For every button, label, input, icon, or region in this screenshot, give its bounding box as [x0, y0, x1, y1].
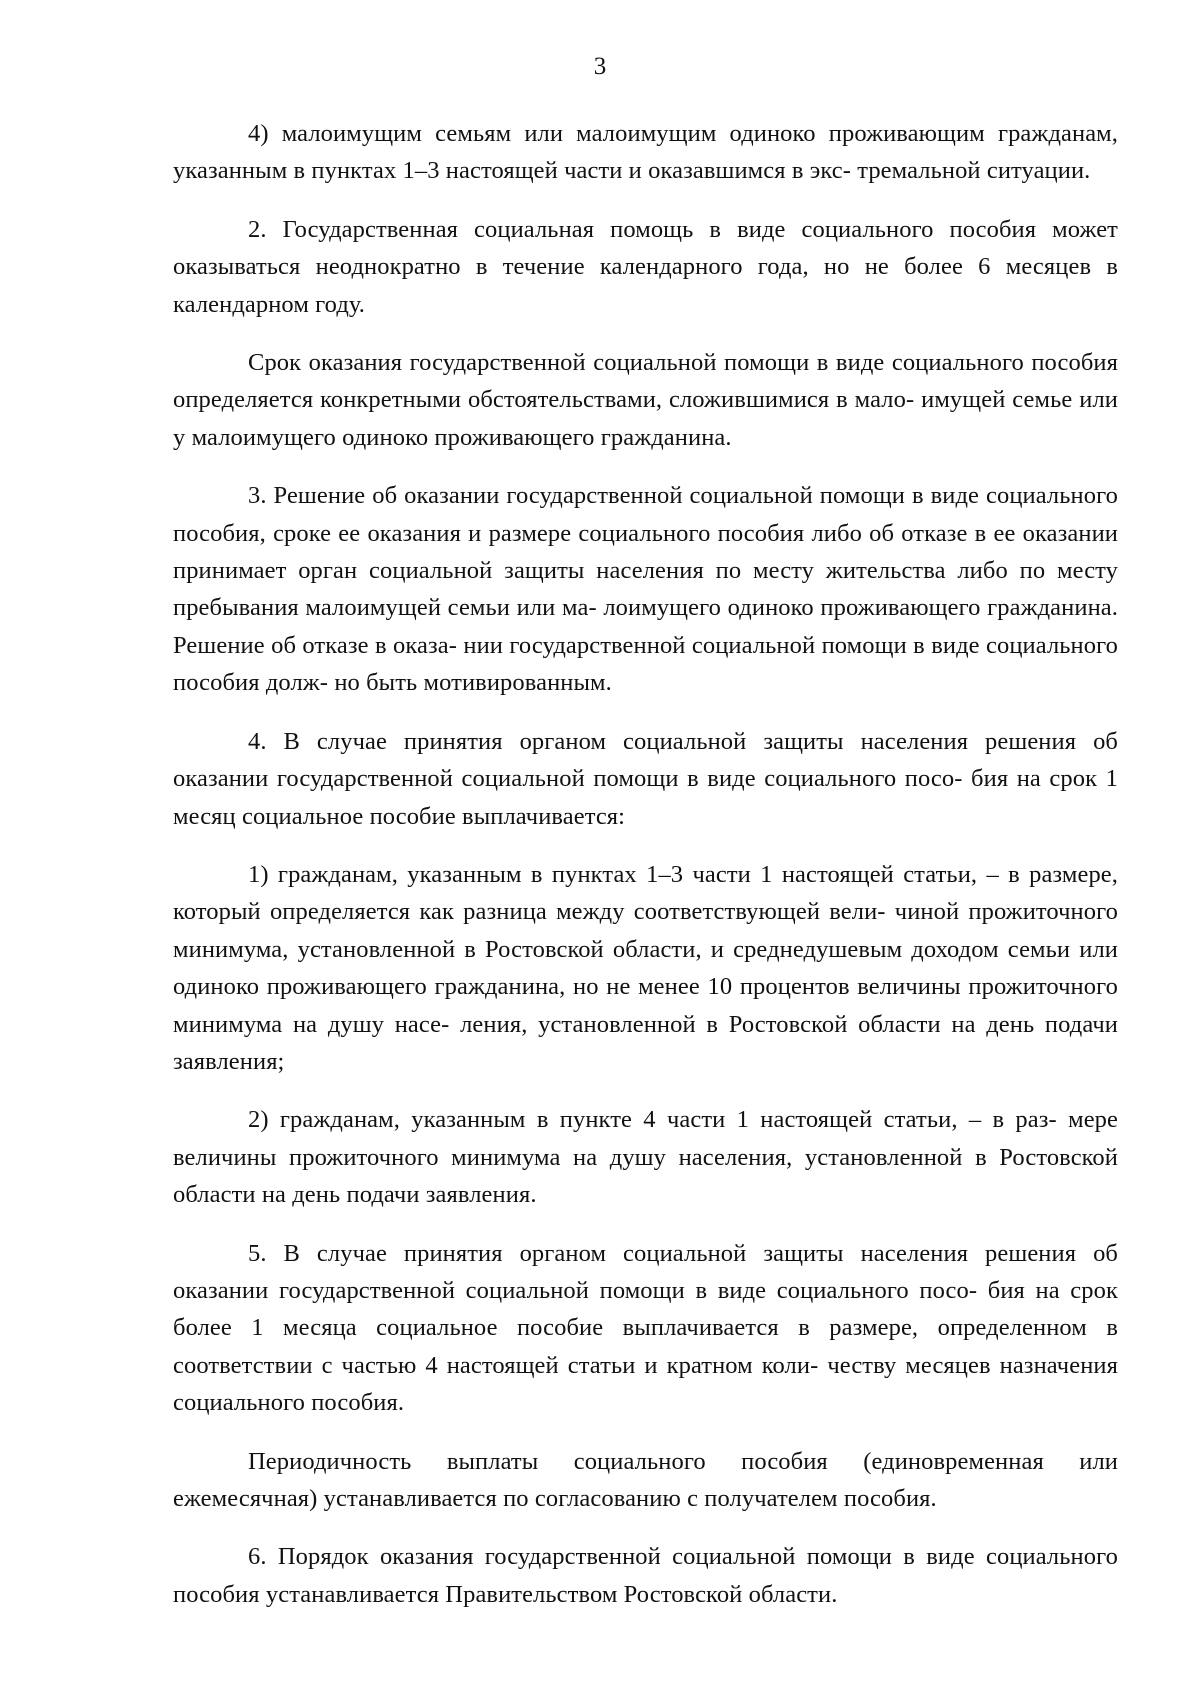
- paragraph-line: бия на срок 1 месяц социальное пособие выплачивается:: [173, 765, 1118, 830]
- paragraph-term-of-assistance: [173, 344, 1118, 456]
- paragraph-line: честву месяцев назначения социального пособия.: [173, 1351, 1118, 1417]
- paragraph-line: определенном в соответствии с частью 4 настоящей статьи и кратном коли-: [173, 1314, 1118, 1379]
- paragraph-line: но быть мотивированным.: [334, 669, 612, 697]
- paragraph-line: может оказываться неоднократно в течение календарного года, но не более: [173, 215, 1118, 281]
- paragraph-part-3: [173, 477, 1118, 701]
- paragraph-line: по месту жительства либо по месту пребывания малоимущей семьи или ма-: [173, 557, 1118, 622]
- paragraph-item-4: [173, 115, 1118, 190]
- paragraph-line: 2) гражданам, указанным в пункте 4 части 1 настоящей статьи, – в раз-: [248, 1106, 1057, 1134]
- paragraph-line: 4. В случае принятия органом социальной защиты населения решения: [248, 727, 1077, 755]
- paragraph-line: ежемесячная) устанавливается по согласованию с получателем пособия.: [173, 1485, 937, 1512]
- paragraph-line: 6. Порядок оказания государственной социальной помощи в виде: [248, 1543, 975, 1571]
- paragraph-line: Срок оказания государственной социальной помощи в виде социального: [248, 349, 1024, 377]
- paragraph-line: в размере, который определяется как разница между соответствующей вели-: [173, 860, 1118, 926]
- paragraph-part-4-item-1: [173, 856, 1118, 1080]
- paragraph-part-4-item-2: [173, 1101, 1118, 1213]
- paragraph-line: 1) гражданам, указанным в пунктах 1–3 части 1 настоящей статьи, –: [248, 860, 999, 888]
- paragraph-line: социального пособия, сроке ее оказания и размере социального пособия либо: [173, 482, 1118, 547]
- page-number: 3: [593, 53, 607, 80]
- paragraph-line: 2. Государственная социальная помощь в виде социального пособия: [248, 215, 1037, 243]
- paragraph-payment-frequency: [173, 1443, 1118, 1518]
- paragraph-line: 3. Решение об оказании государственной социальной помощи в виде: [248, 482, 980, 510]
- paragraph-line: 5. В случае принятия органом социальной защиты населения решения: [248, 1239, 1077, 1267]
- paragraph-line: пособия определяется конкретными обстоятельствами, сложившимися в мало-: [173, 349, 1118, 414]
- paragraph-line: нии государственной социальной помощи в виде социального пособия долж-: [173, 631, 1119, 697]
- paragraph-line: гражданам, указанным в пунктах 1–3 настоящей части и оказавшимся в экс-: [173, 120, 1118, 185]
- paragraph-line: 4) малоимущим семьям или малоимущим одиноко проживающим: [248, 120, 985, 147]
- paragraph-line: имущей семье или у малоимущего одиноко проживающего гражданина.: [173, 386, 1118, 451]
- paragraph-line: ления, установленной в Ростовской области на день подачи заявления;: [173, 1010, 1118, 1075]
- paragraph-line: об отказе в ее оказании принимает орган социальной защиты населения: [173, 519, 1118, 585]
- paragraph-line: бия на срок более 1 месяца социальное пособие выплачивается в размере,: [173, 1276, 1118, 1342]
- paragraph-line: 6 месяцев в календарном году.: [173, 253, 1118, 318]
- paragraph-line: и среднедушевым доходом семьи или одиноко проживающего гражданина,: [173, 935, 1118, 1001]
- paragraph-line: тремальной ситуации.: [857, 157, 1091, 185]
- paragraph-part-2: [173, 211, 1118, 323]
- paragraph-line: об оказании государственной социальной помощи в виде социального посо-: [173, 1239, 1118, 1304]
- paragraph-line: Периодичность выплаты социального пособия (единовременная или: [248, 1447, 1118, 1475]
- paragraph-line: лоимущего одиноко проживающего гражданина. Решение об отказе в оказа-: [173, 594, 1118, 659]
- paragraph-part-4: [173, 723, 1118, 835]
- document-body: [173, 115, 1118, 1634]
- paragraph-line: социального пособия устанавливается Правительством Ростовской области.: [173, 1543, 1118, 1608]
- paragraph-line: чиной прожиточного минимума, установленной в Ростовской области,: [173, 898, 1118, 963]
- paragraph-line: но не менее 10 процентов величины прожиточного минимума на душу насе-: [173, 973, 1118, 1038]
- paragraph-part-6: [173, 1538, 1118, 1613]
- paragraph-line: мере величины прожиточного минимума на душу населения, установленной: [173, 1106, 1118, 1171]
- paragraph-line: в Ростовской области на день подачи заявления.: [173, 1143, 1118, 1209]
- paragraph-part-5: [173, 1235, 1118, 1422]
- paragraph-line: об оказании государственной социальной помощи в виде социального посо-: [173, 727, 1118, 793]
